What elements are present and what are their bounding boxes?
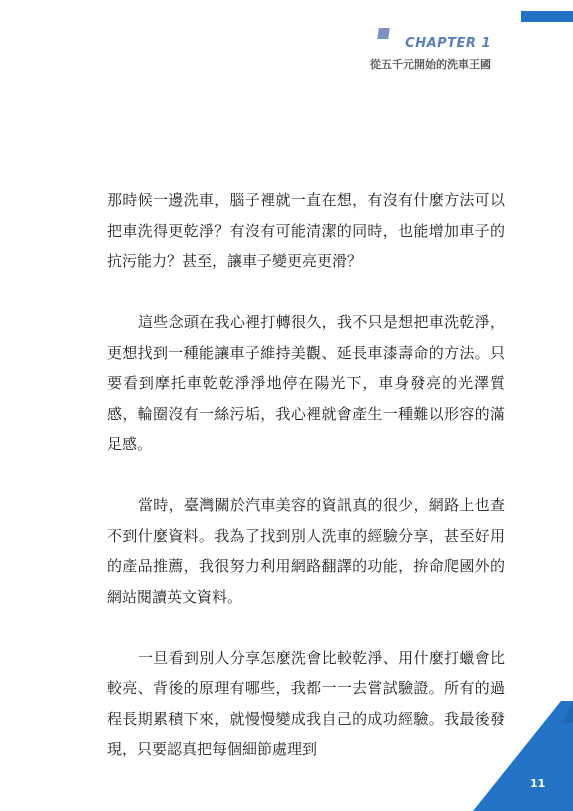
paragraph-2: 這些念頭在我心裡打轉很久，我不只是想把車洗乾淨，更想找到一種能讓車子維持美觀、延長車漆壽命的方法。只要看到摩托車乾乾淨淨地停在陽光下，車身發亮的光澤質感，輪圈沒有一絲污垢，我心裡就會產生一種難以形容的滿足感。 — [107, 313, 505, 453]
corner-shape-main — [473, 701, 573, 811]
body-text — [107, 185, 505, 765]
chapter-subtitle: 從五千元開始的洗車王國 — [370, 58, 491, 71]
chapter-marker-square — [377, 28, 390, 39]
paragraph-1: 那時候一邊洗車，腦子裡就一直在想，有沒有什麼方法可以把車洗得更乾淨？有沒有可能清潔的同時，也能增加車子的抗污能力？甚至，讓車子變更亮更滑？ — [107, 191, 505, 270]
page-corner-decoration — [473, 701, 573, 811]
chapter-label: CHAPTER 1 — [405, 36, 491, 51]
paragraph-3: 當時，臺灣關於汽車美容的資訊真的很少，網路上也查不到什麼資料。我為了找到別人洗車的經驗分享，甚至好用的產品推薦，我很努力利用網路翻譯的功能，拚命爬國外的網站閱讀英文資料。 — [107, 496, 505, 606]
page-number: 11 — [530, 777, 546, 790]
paragraph-4: 一旦看到別人分享怎麼洗會比較乾淨、用什麼打蠟會比較亮、背後的原理有哪些，我都一一去嘗試驗證。所有的過程長期累積下來，就慢慢變成我自己的成功經驗。我最後發現，只要認真把每個細節處理到 — [107, 648, 505, 758]
top-accent-bar — [521, 11, 573, 22]
